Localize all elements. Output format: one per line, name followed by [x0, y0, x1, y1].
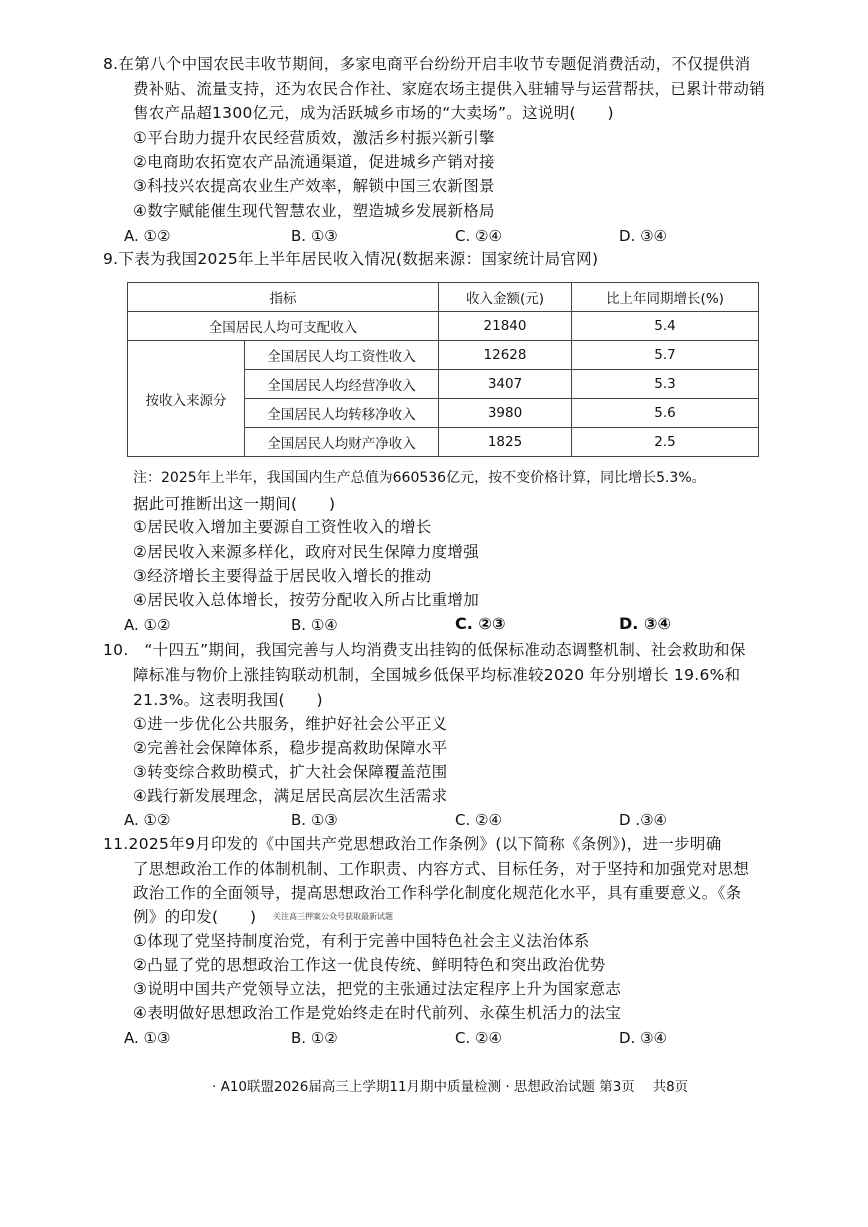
- q9-answer-c: C. ②③: [455, 614, 506, 633]
- q11-option-4: ④表明做好思想政治工作是党始终走在时代前列、永葆生机活力的法宝: [133, 1004, 622, 1022]
- q8-option-1: ①平台助力提升农民经营质效，激活乡村振兴新引擎: [133, 129, 495, 147]
- table-header-cell: 指标: [128, 283, 439, 312]
- table-cell: 5.7: [572, 341, 759, 370]
- q10-option-4: ④践行新发展理念，满足居民高层次生活需求: [133, 787, 448, 805]
- table-cell: 3407: [439, 370, 572, 399]
- q9-answer-a: A. ①②: [124, 616, 171, 634]
- q9-stem: 9.下表为我国2025年上半年居民收入情况(数据来源：国家统计局官网): [103, 250, 599, 268]
- table-cell: 12628: [439, 341, 572, 370]
- q8-stem-line3: 售农产品超1300亿元，成为活跃城乡市场的“大卖场”。这说明( ): [133, 104, 614, 122]
- q11-answer-b: B. ①②: [291, 1029, 338, 1047]
- q11-stem-line3: 政治工作的全面领导，提高思想政治工作科学化制度化规范化水平，具有重要意义。《条: [133, 884, 742, 902]
- page-footer: · A10联盟2026届高三上学期11月期中质量检测 · 思想政治试题 第3页 共8页: [212, 1079, 689, 1095]
- q8-stem-line2: 费补贴、流量支持，还为农民合作社、家庭农场主提供入驻辅导与运营帮扶，已累计带动销: [133, 80, 766, 98]
- q10-answer-b: B. ①③: [291, 811, 338, 829]
- q11-stem-line2: 了思想政治工作的体制机制、工作职责、内容方式、目标任务，对于坚持和加强党对思想: [133, 860, 750, 878]
- watermark-text: 关注高三押案公众号获取最新试题: [273, 912, 393, 921]
- q9-option-1: ①居民收入增加主要源自工资性收入的增长: [133, 518, 432, 536]
- q11-stem-line4: 例》的印发( ): [133, 908, 257, 926]
- q11-option-3: ③说明中国共产党领导立法，把党的主张通过法定程序上升为国家意志: [133, 980, 622, 998]
- q10-answer-a: A. ①②: [124, 811, 171, 829]
- table-cell: 全国居民人均可支配收入: [128, 312, 439, 341]
- table-cell: 5.6: [572, 399, 759, 428]
- q8-answer-b: B. ①③: [291, 227, 338, 245]
- q8-answer-d: D. ③④: [619, 227, 667, 245]
- table-cell: 21840: [439, 312, 572, 341]
- table-cell: 全国居民人均工资性收入: [245, 341, 439, 370]
- table-header-cell: 比上年同期增长(%): [572, 283, 759, 312]
- q9-option-4: ④居民收入总体增长，按劳分配收入所占比重增加: [133, 591, 479, 609]
- q11-option-2: ②凸显了党的思想政治工作这一优良传统、鲜明特色和突出政治优势: [133, 956, 606, 974]
- q8-option-4: ④数字赋能催生现代智慧农业，塑造城乡发展新格局: [133, 202, 495, 220]
- q11-stem-line1: 11.2025年9月印发的《中国共产党思想政治工作条例》(以下简称《条例》)，进一步明确: [103, 835, 722, 853]
- table-row: [128, 341, 759, 370]
- q10-option-3: ③转变综合救助模式，扩大社会保障覆盖范围: [133, 763, 448, 781]
- q8-answer-a: A. ①②: [124, 227, 171, 245]
- q11-answer-d: D. ③④: [619, 1029, 667, 1047]
- q11-answer-a: A. ①③: [124, 1029, 171, 1047]
- q10-stem-line3: 21.3%。这表明我国( ): [133, 691, 323, 709]
- q8-stem-line1: 8.在第八个中国农民丰收节期间，多家电商平台纷纷开启丰收节专题促消费活动，不仅提供消: [103, 55, 751, 73]
- q11-option-1: ①体现了党坚持制度治党，有利于完善中国特色社会主义法治体系: [133, 932, 590, 950]
- q10-stem-line2: 障标准与物价上涨挂钩联动机制，全国城乡低保平均标准较2020 年分别增长 19.6%和: [133, 666, 741, 684]
- q10-stem-line1: 10. “十四五”期间，我国完善与人均消费支出挂钩的低保标准动态调整机制、社会救助和保: [103, 641, 746, 659]
- table-cell: 1825: [439, 428, 572, 457]
- income-table: [127, 282, 759, 457]
- q10-option-1: ①进一步优化公共服务，维护好社会公平正义: [133, 715, 448, 733]
- q8-option-2: ②电商助农拓宽农产品流通渠道，促进城乡产销对接: [133, 153, 495, 171]
- q9-note: 注：2025年上半年，我国国内生产总值为660536亿元，按不变价格计算，同比增长5.3%。: [133, 470, 706, 486]
- table-cell: 2.5: [572, 428, 759, 457]
- table-header-cell: 收入金额(元): [439, 283, 572, 312]
- table-cell: 全国居民人均转移净收入: [245, 399, 439, 428]
- table-group-label: 按收入来源分: [128, 341, 245, 457]
- table-row: [128, 312, 759, 341]
- q9-lead: 据此可推断出这一期间( ): [133, 495, 336, 513]
- q9-answer-b: B. ①④: [291, 616, 338, 634]
- q10-answer-c: C. ②④: [455, 811, 502, 829]
- table-cell: 全国居民人均经营净收入: [245, 370, 439, 399]
- q10-answer-d: D .③④: [619, 811, 667, 829]
- q11-answer-c: C. ②④: [455, 1029, 502, 1047]
- q10-option-2: ②完善社会保障体系，稳步提高救助保障水平: [133, 739, 448, 757]
- q9-option-2: ②居民收入来源多样化，政府对民生保障力度增强: [133, 543, 479, 561]
- q8-answer-c: C. ②④: [455, 227, 502, 245]
- table-cell: 5.4: [572, 312, 759, 341]
- table-cell: 3980: [439, 399, 572, 428]
- table-header-row: [128, 283, 759, 312]
- table-cell: 5.3: [572, 370, 759, 399]
- q9-option-3: ③经济增长主要得益于居民收入增长的推动: [133, 567, 432, 585]
- q9-answer-d: D. ③④: [619, 614, 672, 633]
- q8-option-3: ③科技兴农提高农业生产效率，解锁中国三农新图景: [133, 177, 495, 195]
- table-cell: 全国居民人均财产净收入: [245, 428, 439, 457]
